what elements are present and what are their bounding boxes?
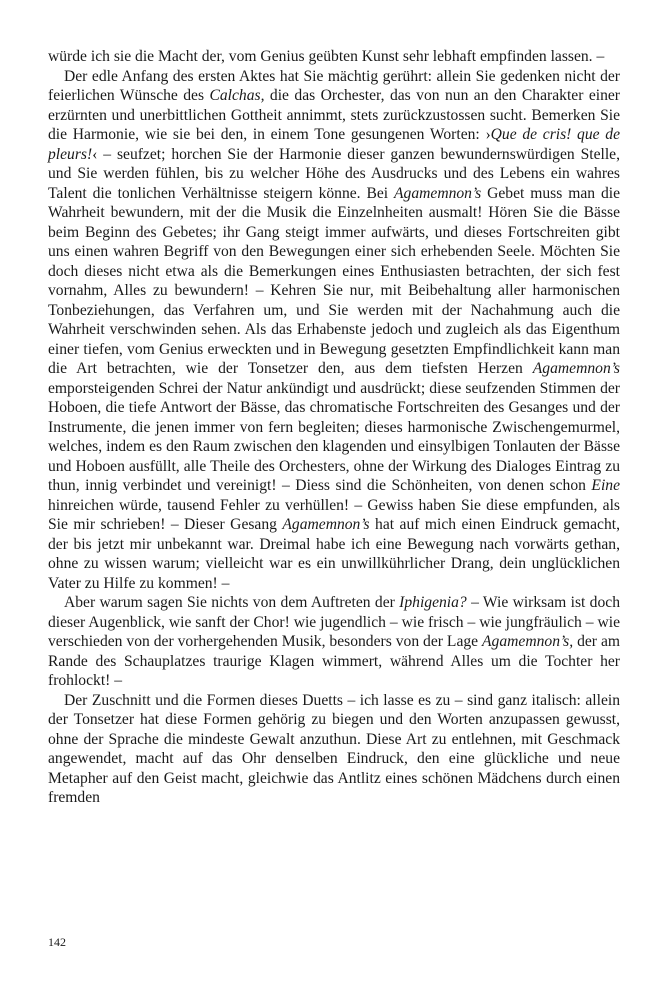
- text-run: Der edle Anfang des ersten Aktes hat Sie mächtig gerührt: allein Sie gedenken nicht der feierlichen Wünsche des: [48, 67, 620, 104]
- text-run-italic: Agamemnon’s: [532, 360, 620, 377]
- text-run: der am Rande des Schauplatzes traurige Klagen wimmert, während Alles um die Tochter her frohlockt! –: [48, 633, 620, 689]
- text-run: – Wie wirksam ist doch dieser Augenblick, wie sanft der Chor! wie jugendlich – wie frisch – wie jungfräulich – wie verschieden von der vorhergehenden Musik, besonders von der Lage: [48, 594, 620, 650]
- text-run-italic: Eine: [591, 477, 620, 494]
- text-run: würde ich sie die Macht der, vom Genius geübten Kunst sehr lebhaft empfinden lassen. –: [48, 48, 605, 65]
- paragraph-0: [48, 47, 620, 67]
- text-run-italic: Que de cris! que de pleurs!: [48, 126, 620, 163]
- text-run: Aber warum sagen Sie nichts von dem Auftreten der: [64, 594, 400, 611]
- page-number: 142: [48, 935, 66, 949]
- paragraph-1: [48, 67, 620, 594]
- text-run: hinreichen würde, tausend Fehler zu verhüllen! – Gewiss haben Sie diese empfunden, als Sie mir schrieben! – Dieser Gesang: [48, 496, 620, 533]
- page-body: [48, 47, 620, 808]
- text-run-italic: Agamemnon’s,: [482, 633, 574, 650]
- paragraph-2: [48, 593, 620, 691]
- text-run-italic: Agamemnon’s: [282, 516, 370, 533]
- text-run-italic: Iphigenia?: [399, 594, 467, 611]
- text-run: Der Zuschnitt und die Formen dieses Duetts – ich lasse es zu – sind ganz italisch: allein der Tonsetzer hat diese Formen gehörig zu biegen und den Worten anzupassen gewusst, ohne der Sprache die mindeste Gewalt anzuthun. Diese Art zu entlehnen, mit Geschmack angewendet, macht auf das Ohr denselben Eindruck, den eine glückliche und neue Metapher auf den Geist macht, gleichwie das Antlitz eines schönen Mädchens durch einen fremden: [48, 691, 620, 806]
- text-run: die das Orchester, das von nun an den Charakter einer erzürnten und unerbittlichen Gottheit annimmt, stets zurückzustossen sucht. Bemerken Sie die Harmonie, wie sie bei den, in einem Tone gesungenen Worten: ›: [48, 87, 620, 143]
- text-run: hat auf mich einen Eindruck gemacht, der bis jetzt mir unbekannt war. Dreimal habe ich eine Bewegung nach vorwärts gethan, ohne zu wissen warum; vielleicht war es ein unwillkührlicher Drang, dein unglücklichen Vater zu Hilfe zu kommen! –: [48, 516, 620, 592]
- text-run: ‹ – seufzet; horchen Sie der Harmonie dieser ganzen bewundernswürdigen Stelle, und Sie werden fühlen, bis zu welcher Höhe des Ausdrucks und des Lebens ein wahres Talent die tonlichen Verhältnisse steigern könne. Bei: [48, 145, 620, 202]
- text-run-italic: Agamemnon’s: [394, 184, 482, 202]
- paragraph-3: [48, 691, 620, 808]
- text-run-italic: Calchas,: [209, 87, 265, 104]
- text-run: emporsteigenden Schrei der Natur ankündigt und ausdrückt; diese seufzenden Stimmen der Hoboen, die tiefe Antwort der Bässe, das chromatische Fortschreiten des Gesanges und der Instrumente, die jenen immer von fern begleiten; dieses harmonische Zwischengemurmel, welches, indem es den Raum zwischen den klagenden und einsylbigen Tonlauten der Bässe und Hoboen ausfüllt, alle Theile des Orchesters, ohne der Wirkung des Dialoges Eintrag zu thun, innig verbindet und vereinigt! – Diess sind die Schönheiten, von denen schon: [48, 379, 620, 494]
- text-run: Gebet muss man die Wahrheit bewundern, mit der die Musik die Einzelnheiten ausmalt! Hören Sie die Bässe beim Beginn des Gebetes; ihr Gang steigt immer aufwärts, und dieses Fortschreiten gibt uns einen wahren Begriff von den Bewegungen einer sich erhebenden Seele. Möchten Sie doch dieses nicht etwa als die Bemerkungen eines Enthusiasten betrachten, der sich fest vornahm, Alles zu bewundern! – Kehren Sie nur, mit Beibehaltung aller harmonischen Tonbeziehungen, das Verfahren um, und Sie werden mit der Nachahmung auch die Wahrheit verschwinden sehen. Als das Erhabenste jedoch und zugleich als das Eigenthum einer tiefen, vom Genius erweckten und in Bewegung gesetzten Empfindlichkeit kann man die Art betrachten, wie der Tonsetzer den, aus dem tiefsten Herzen: [48, 184, 620, 377]
